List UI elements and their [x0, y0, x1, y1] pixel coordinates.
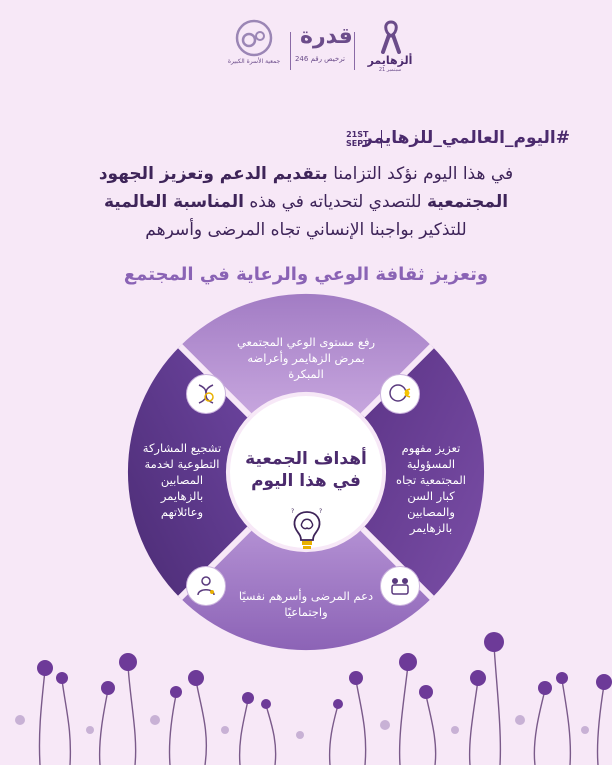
goal-responsibility: تعزيز مفهوم المسؤولية المجتمعية تجاه كبار السن والمصابين بالزهايمر — [396, 441, 466, 535]
intro-bold: المناسبة العالمية — [103, 192, 244, 212]
brain-bulb-icon — [288, 506, 326, 554]
hashtag: #اليوم_العالمي_للزهايمر — [362, 128, 570, 148]
intro-bold: المجتمعية — [426, 192, 509, 212]
brain-lightbulb-icon — [380, 374, 420, 414]
date-day: 21ST — [346, 130, 369, 139]
date-month: SEPT — [346, 139, 369, 148]
subtitle: وتعزيز ثقافة الوعي والرعاية في المجتمع — [123, 264, 489, 285]
center-title-line-2: في هذا اليوم — [251, 471, 361, 491]
goal-support: دعم المرضى وأسرهم نفسيًا واجتماعيًا — [238, 589, 374, 619]
volunteer-icon — [186, 566, 226, 606]
alzheimer-sub: 21 سبتمبر — [378, 67, 402, 73]
center-title — [236, 448, 376, 492]
svg-text:?: ? — [319, 508, 323, 515]
intro-line-3: للتذكير بواجبنا الإنساني تجاه المرضى وأسرهم — [145, 220, 467, 240]
alzheimer-mark: ألزهايمر — [367, 54, 413, 67]
goal-awareness: رفع مستوى الوعي المجتمعي بمرض الزهايمر وأعراضه المبكرة — [236, 335, 376, 381]
license-text: ترخيص رقم 246 — [294, 55, 346, 63]
flowers-decoration — [0, 620, 612, 765]
intro-text: في هذا اليوم نؤكد التزامنا — [327, 164, 514, 184]
intro-text: للتصدي لتحدياته في هذه — [244, 192, 427, 212]
intro-bold: بتقديم الدعم وتعزيز الجهود — [98, 164, 328, 184]
dna-icon — [186, 374, 226, 414]
qudra-mark: قدرة — [300, 24, 353, 49]
association-logo-sub: جمعية الأسرة الكبيرة — [227, 58, 281, 65]
goal-volunteering: تشجيع المشاركة التطوعية لخدمة المصابين بالزهايمر وعائلاتهم — [142, 441, 222, 519]
svg-text:?: ? — [291, 508, 295, 515]
center-title-line-1: أهداف الجمعية — [245, 449, 367, 469]
community-icon — [380, 566, 420, 606]
